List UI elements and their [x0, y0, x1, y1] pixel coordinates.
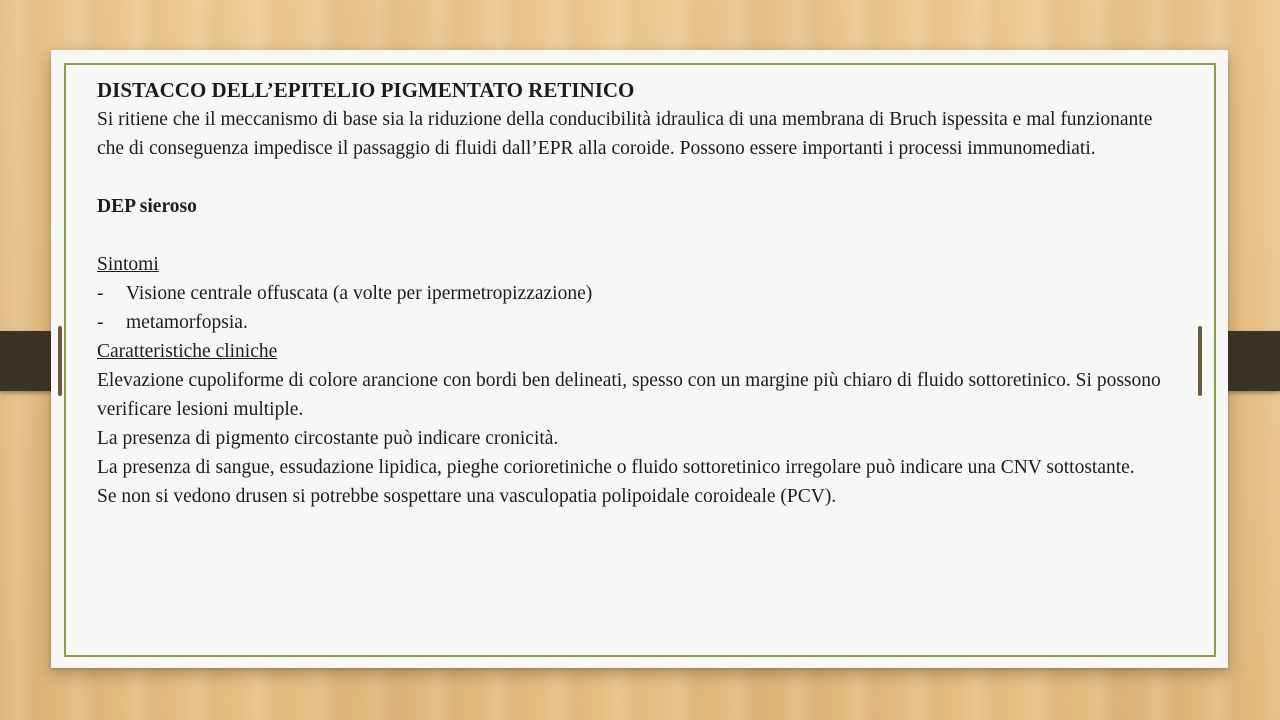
list-item	[97, 308, 1177, 337]
clinical-paragraph: La presenza di pigmento circostante può indicare cronicità.	[97, 428, 559, 449]
clinical-heading: Caratteristiche cliniche	[97, 341, 278, 362]
spacer	[97, 221, 1177, 250]
left-peg	[58, 326, 62, 396]
bullet-dash: -	[97, 283, 104, 304]
symptom-text: metamorfopsia.	[126, 312, 248, 333]
right-peg	[1198, 326, 1202, 396]
slide-title: DISTACCO DELL’EPITELIO PIGMENTATO RETINICO	[97, 78, 635, 102]
intro-paragraph: Si ritiene che il meccanismo di base sia la riduzione della conducibilità idraulica di una membrana di Bruch ispessita e mal funzionante che di conseguenza impedisce il passaggio di fluidi dall’EPR alla coroide. Possono essere importanti i processi immunomediati.	[97, 109, 1153, 159]
symptom-text: Visione centrale offuscata (a volte per ipermetropizzazione)	[126, 283, 593, 304]
subheading: DEP sieroso	[97, 196, 197, 217]
slide-content	[97, 76, 1177, 511]
bullet-dash: -	[97, 312, 104, 333]
slide-card	[51, 50, 1228, 668]
list-item	[97, 279, 1177, 308]
clinical-paragraph: Se non si vedono drusen si potrebbe sospettare una vasculopatia polipoidale coroideale (PCV).	[97, 486, 837, 507]
symptoms-heading: Sintomi	[97, 254, 159, 275]
spacer	[97, 163, 1177, 192]
clinical-paragraph: Elevazione cupoliforme di colore arancione con bordi ben delineati, spesso con un margine più chiaro di fluido sottoretinico. Si possono verificare lesioni multiple.	[97, 370, 1161, 420]
clinical-paragraph: La presenza di sangue, essudazione lipidica, pieghe corioretiniche o fluido sottoretinico irregolare può indicare una CNV sottostante.	[97, 457, 1135, 478]
